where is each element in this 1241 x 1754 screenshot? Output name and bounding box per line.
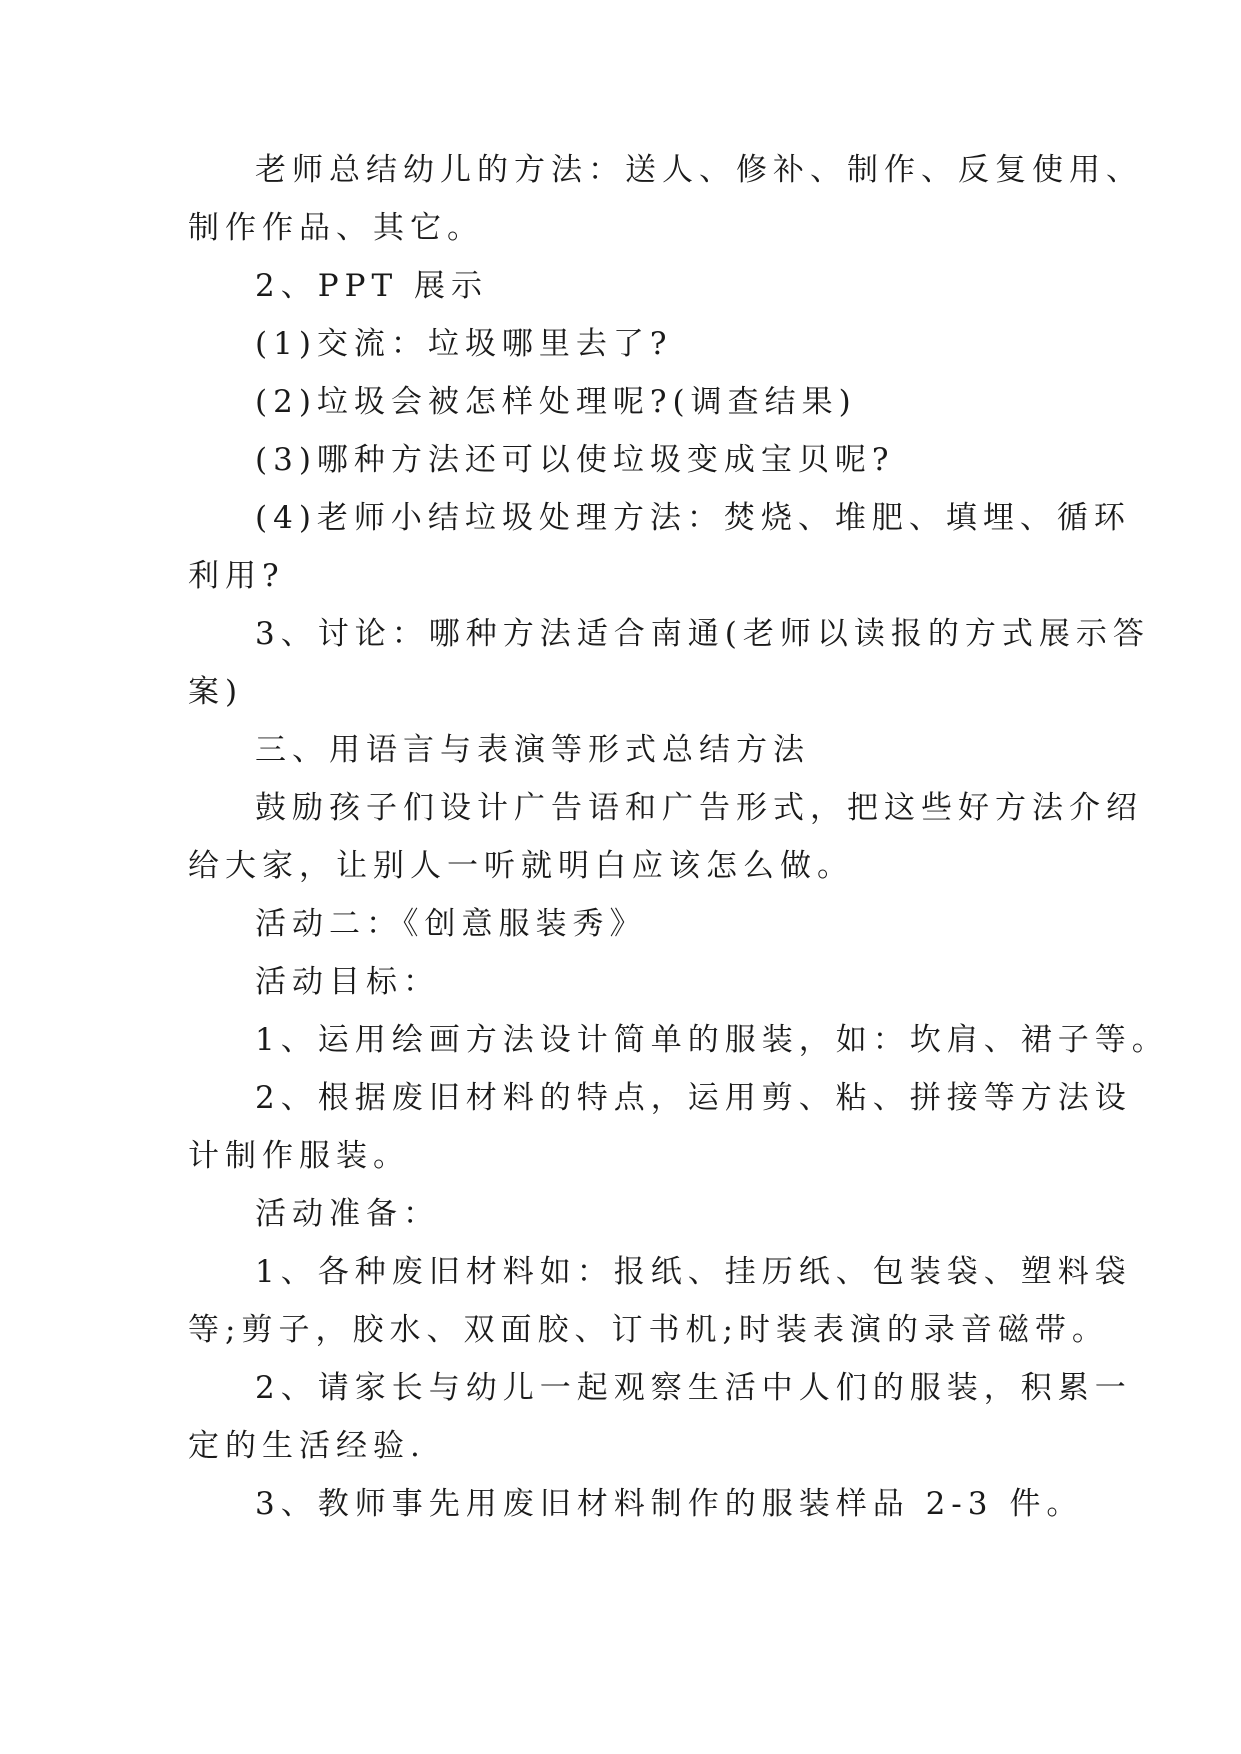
text-line: (1)交流：垃圾哪里去了? bbox=[255, 326, 673, 362]
text-line: (2)垃圾会被怎样处理呢?(调查结果) bbox=[255, 384, 857, 420]
text-line: 定的生活经验. bbox=[188, 1428, 426, 1464]
text-line: 2、PPT 展示 bbox=[255, 268, 488, 304]
section-heading: 活动准备： bbox=[255, 1196, 440, 1232]
text-line: 给大家，让别人一听就明白应该怎么做。 bbox=[188, 848, 854, 884]
text-line: 1、运用绘画方法设计简单的服装，如：坎肩、裙子等。 bbox=[255, 1022, 1169, 1058]
text-line: (4)老师小结垃圾处理方法：焚烧、堆肥、填埋、循环 bbox=[255, 500, 1131, 536]
text-line: (3)哪种方法还可以使垃圾变成宝贝呢? bbox=[255, 442, 895, 478]
text-line: 等;剪子，胶水、双面胶、订书机;时装表演的录音磁带。 bbox=[188, 1312, 1109, 1348]
text-line: 老师总结幼儿的方法：送人、修补、制作、反复使用、 bbox=[255, 152, 1143, 188]
section-heading: 活动目标： bbox=[255, 964, 440, 1000]
text-line: 1、各种废旧材料如：报纸、挂历纸、包装袋、塑料袋 bbox=[255, 1254, 1132, 1290]
text-line: 2、请家长与幼儿一起观察生活中人们的服装，积累一 bbox=[255, 1370, 1132, 1406]
section-heading: 三、用语言与表演等形式总结方法 bbox=[255, 732, 810, 768]
text-line: 计制作服装。 bbox=[188, 1138, 410, 1174]
text-line: 案) bbox=[188, 674, 244, 710]
text-line: 鼓励孩子们设计广告语和广告形式，把这些好方法介绍 bbox=[255, 790, 1143, 826]
text-line: 3、教师事先用废旧材料制作的服装样品 2-3 件。 bbox=[255, 1486, 1084, 1522]
text-line: 2、根据废旧材料的特点，运用剪、粘、拼接等方法设 bbox=[255, 1080, 1132, 1116]
text-line: 3、讨论：哪种方法适合南通(老师以读报的方式展示答 bbox=[255, 616, 1150, 652]
text-line: 制作作品、其它。 bbox=[188, 210, 484, 246]
text-line: 利用? bbox=[188, 558, 285, 594]
section-heading: 活动二：《创意服装秀》 bbox=[255, 906, 647, 942]
